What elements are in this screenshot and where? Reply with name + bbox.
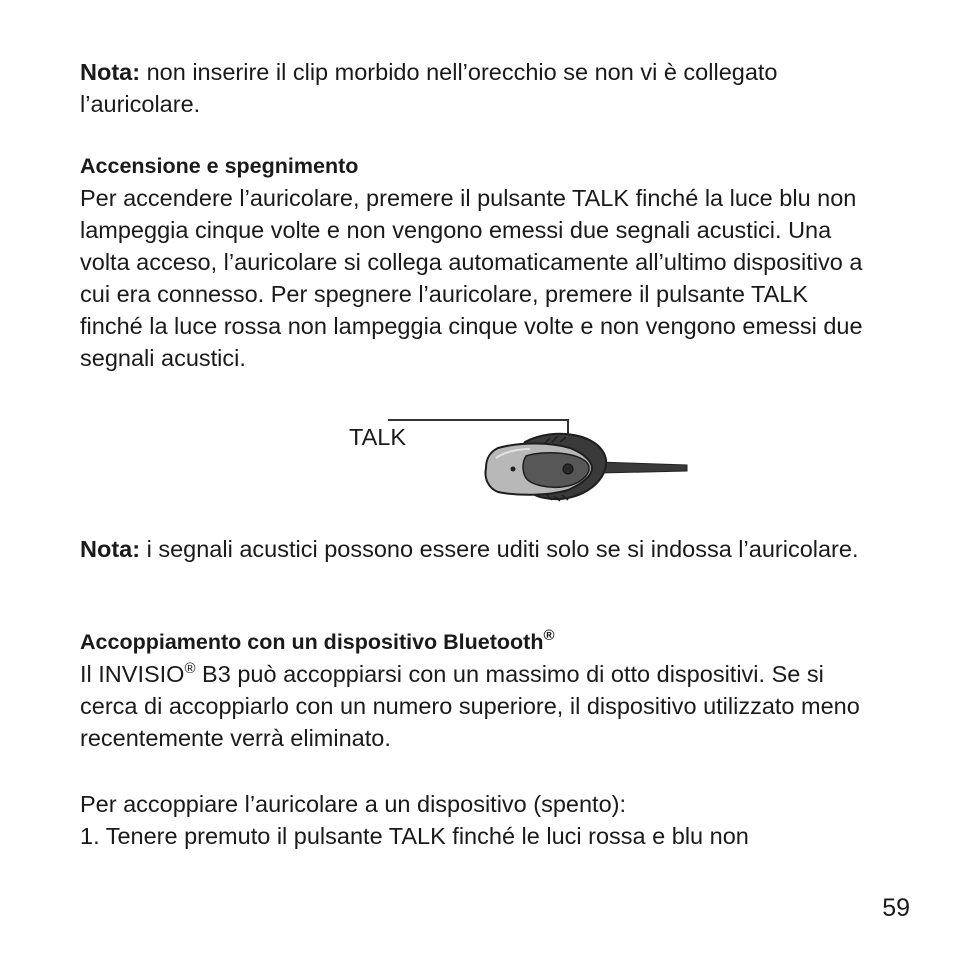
led-icon <box>511 467 516 472</box>
talk-button-icon <box>563 464 573 474</box>
note-paragraph-2 <box>80 533 880 565</box>
pairing-body-start: Il INVISIO <box>80 661 185 687</box>
steps-intro: Per accoppiare l’auricolare a un dispositivo (spento): <box>80 791 627 817</box>
pairing-heading-text: Accoppiamento con un dispositivo Bluetooth <box>80 630 544 654</box>
step-1: 1. Tenere premuto il pulsante TALK finché le luci rossa e blu non <box>80 823 749 849</box>
pairing-body <box>80 658 880 754</box>
registered-mark-2: ® <box>184 660 196 677</box>
headset-illustration <box>380 412 700 512</box>
note-text-2: i segnali acustici possono essere uditi solo se si indossa l’auricolare. <box>140 536 859 562</box>
power-section <box>80 150 880 374</box>
pairing-body-rest: B3 può accoppiarsi con un massimo di otto dispositivi. Se si cerca di accoppiarlo con un numero superiore, il dispositivo utilizzato meno recentemente verrà eliminato. <box>80 661 860 751</box>
note-label: Nota: <box>80 59 141 85</box>
power-body: Per accendere l’auricolare, premere il pulsante TALK finché la luce blu non lampeggia cinque volte e non vengono emessi due segnali acustici. Una volta acceso, l’auricolare si collega automaticamente all’ultimo dispositivo a cui era connesso. Per spegnere l’auricolare, premere il pulsante TALK finché la luce rossa non lampeggia cinque volte e non vengono emessi due segnali acustici. <box>80 185 863 371</box>
headset-panel <box>523 453 589 488</box>
registered-mark: ® <box>543 627 555 644</box>
note-paragraph-1 <box>80 56 880 120</box>
pairing-section <box>80 626 880 754</box>
steps-section <box>80 788 880 852</box>
power-heading: Accensione e spegnimento <box>80 154 359 178</box>
talk-button-label: TALK <box>349 424 407 450</box>
boom-microphone <box>598 462 687 473</box>
pairing-heading <box>80 626 880 658</box>
note-label-2: Nota: <box>80 536 141 562</box>
note-text: non inserire il clip morbido nell’orecchio se non vi è collegato l’auricolare. <box>80 59 778 117</box>
page-number: 59 <box>882 894 910 922</box>
